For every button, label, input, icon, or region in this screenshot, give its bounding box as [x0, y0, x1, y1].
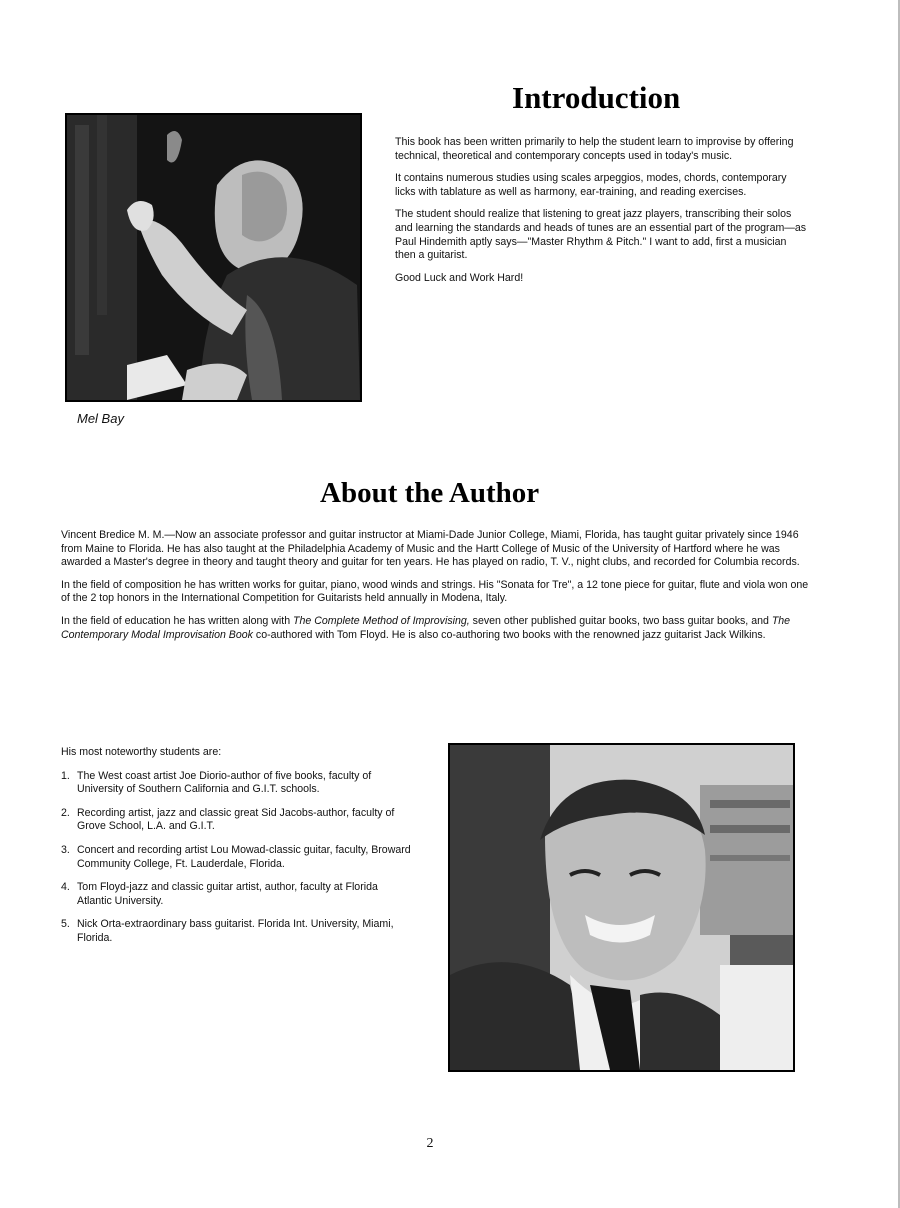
about-text-segment: In the field of education he has written along with [61, 614, 294, 627]
list-number: 5. [61, 918, 70, 931]
author-photo [448, 743, 795, 1072]
about-author-body [61, 529, 809, 651]
list-text: Recording artist, jazz and classic great Sid Jacobs-author, faculty of Grove School, L.A. and G.I.T. [77, 806, 395, 833]
introduction-body [395, 136, 809, 294]
intro-paragraph: The student should realize that listening to great jazz players, transcribing their solos and learning the standards and heads of tunes are an essential part of the program—as Paul Hindemith aptly says—"Master Rhythm & Pitch." I want to add, first a musician then a guitarist. [395, 208, 807, 262]
book-title: The Contemporary Modal Improvisation Book [61, 614, 791, 641]
students-list [61, 770, 411, 946]
list-text: The West coast artist Joe Diorio-author of five books, faculty of University of Southern California and G.I.T. schools. [77, 769, 372, 796]
about-paragraph: In the field of composition he has written works for guitar, piano, wood winds and strings. His "Sonata for Tre", a 12 tone piece for guitar, flute and viola won one of the 2 top honors in the International Competition for Guitarists held annually in Modena, Italy. [61, 578, 809, 605]
about-paragraph: Vincent Bredice M. M.—Now an associate professor and guitar instructor at Miami-Dade Junior College, Miami, Florida, has taught guitar privately since 1946 from Maine to Florida. He has also taught at the Philadelphia Academy of Music and the Hartt College of Music of the University of Hartford where he was awarded a Master's degree in theory and taught theory and guitar for ten years. He has played on radio, T. V., night clubs, and recorded for Columbia records. [61, 529, 800, 569]
list-number: 4. [61, 881, 70, 894]
intro-paragraph: It contains numerous studies using scales arpeggios, modes, chords, contemporary licks with tablature as well as harmony, ear-training, and reading exercises. [395, 172, 787, 198]
about-text-segment: co-authored with Tom Floyd. He is also co-authoring two books with the renowned jazz guitarist Jack Wilkins. [252, 628, 766, 641]
list-item [61, 770, 411, 797]
about-text-segment: seven other published guitar books, two bass guitar books, and [469, 614, 772, 627]
list-item [61, 844, 411, 871]
students-section [61, 746, 411, 956]
page-number: 2 [426, 1136, 434, 1151]
list-number: 2. [61, 806, 70, 819]
list-item [61, 918, 411, 945]
introduction-heading: Introduction [512, 80, 681, 115]
mel-bay-photo [65, 113, 362, 402]
list-number: 3. [61, 843, 70, 856]
list-item [61, 807, 411, 834]
list-text: Nick Orta-extraordinary bass guitarist. Florida Int. University, Miami, Florida. [77, 918, 394, 944]
list-text: Concert and recording artist Lou Mowad-classic guitar, faculty, Broward Community College, Ft. Lauderdale, Florida. [77, 843, 411, 870]
list-item [61, 881, 411, 908]
about-paragraph [61, 615, 809, 642]
list-number: 1. [61, 769, 70, 782]
intro-paragraph: Good Luck and Work Hard! [395, 271, 524, 284]
students-lead: His most noteworthy students are: [61, 746, 222, 758]
list-text: Tom Floyd-jazz and classic guitar artist, author, faculty at Florida Atlantic University. [77, 881, 378, 907]
about-author-heading: About the Author [320, 477, 540, 509]
book-title: The Complete Method of Improvising, [293, 614, 470, 627]
intro-paragraph: This book has been written primarily to help the student learn to improvise by offering technical, theoretical and contemporary concepts used in today's music. [395, 136, 794, 162]
photo-caption: Mel Bay [77, 411, 124, 426]
